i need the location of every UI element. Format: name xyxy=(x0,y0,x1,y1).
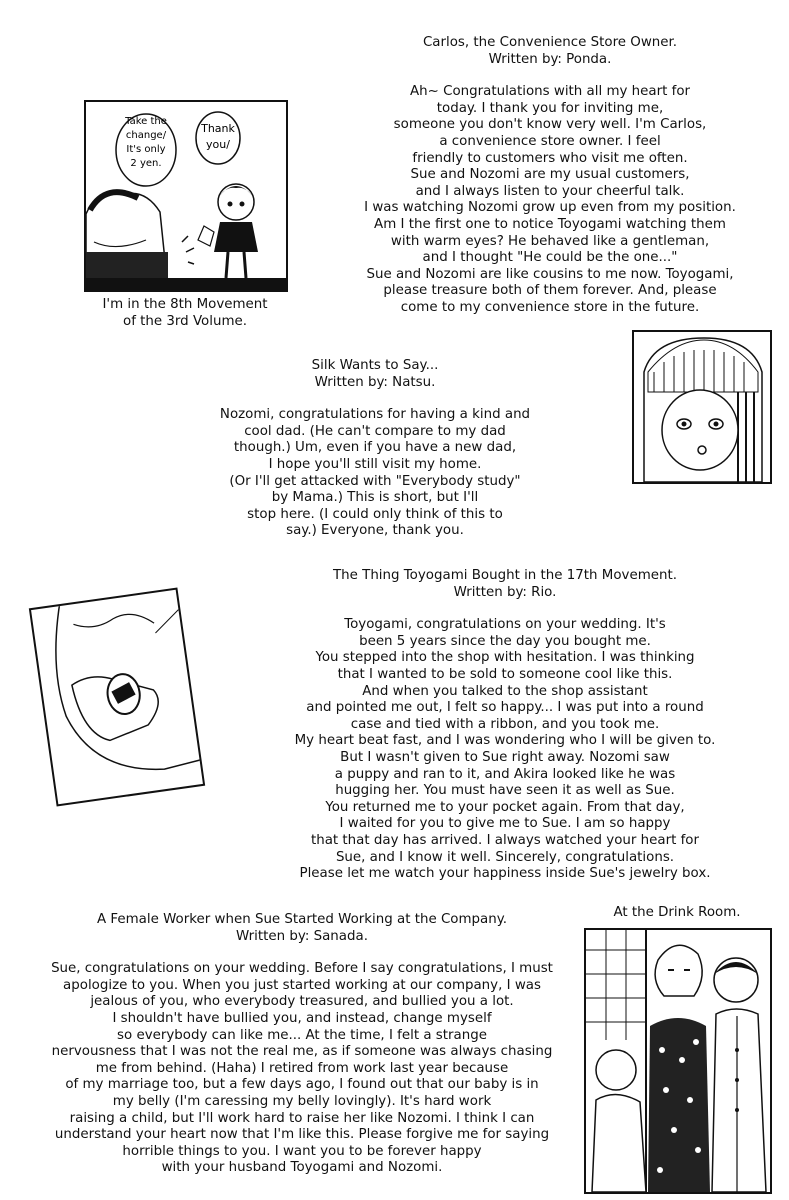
drink-room-caption: At the Drink Room. xyxy=(613,905,741,920)
bubble-change-line-3: It's only xyxy=(126,144,166,155)
bubble-change-line-2: change/ xyxy=(125,130,167,141)
bubble-thanks-line-1: Thank xyxy=(201,122,235,135)
section-ring xyxy=(250,568,760,883)
ring-in-hand-illustration xyxy=(29,588,205,807)
section-author: Written by: Sanada. xyxy=(236,928,368,944)
section-title: Silk Wants to Say... xyxy=(311,358,439,373)
bubble-change-line-1: Take the xyxy=(125,116,167,127)
store-panel-caption: I'm in the 8th Movement of the 3rd Volume. xyxy=(102,297,268,329)
section-title: A Female Worker when Sue Started Working at the Company. xyxy=(97,912,507,927)
section-body: Toyogami, congratulations on your wedding. It's been 5 years since the day you bought me. You stepped into the shop with hesitation. I was thinking that I wanted to be sold to someone cool like this. And when you talked to the shop assistant and pointed me out, I felt so happy... I was put into a round case and tied with a ribbon, and you took me. My heart beat fast, and I was wondering who I will be given to. But I wasn't given to Sue right away. Nozomi saw a puppy and ran to it, and Akira looked like he was hugging her. You must have seen it as well as Sue. You returned me to your pocket again. From that day, I waited for you to give me to Sue. I am so happy that that day has arrived. I always watched your heart for Sue, and I know it well. Sincerely, congratulations. Please let me watch your happiness inside Sue's jewelry box. xyxy=(294,617,716,882)
section-female-worker xyxy=(18,912,586,1177)
section-body: Sue, congratulations on your wedding. Before I say congratulations, I must apologize to you. When you just started working at our company, I was jealous of you, who everybody treasured, and bullied you a lot. I shouldn't have bullied you, and instead, change myself so everybody can like me... At the time, I felt a strange nervousness that I was not the real me, as if someone was always chasing me from behind. (Haha) I retired from work last year because of my marriage too, but a few days ago, I found out that our baby is in my belly (I'm caressing my belly lovingly). It's hard work raising a child, but I'll work hard to raise her like Nozomi. I think I can understand your heart now that I'm like this. Please forgive me for saying horrible things to you. I want you to be forever happy with your husband Toyogami and Nozomi. xyxy=(51,961,553,1176)
bubble-change-line-4: 2 yen. xyxy=(130,158,162,169)
section-author: Written by: Natsu. xyxy=(314,374,436,390)
section-title: The Thing Toyogami Bought in the 17th Movement. xyxy=(332,568,677,583)
section-author: Written by: Rio. xyxy=(453,584,557,600)
store-owner-panel-illustration xyxy=(84,100,288,292)
section-title: Carlos, the Convenience Store Owner. xyxy=(422,35,678,50)
bubble-thanks-line-2: you/ xyxy=(206,138,230,151)
section-body: Nozomi, congratulations for having a kind and cool dad. (He can't compare to my dad though.) Um, even if you have a new dad, I hope you'll still visit my home. (Or I'll get attacked with "Everybody study" by Mama.) This is short, but I'll stop here. (I could only think of this to say.) Everyone, thank you. xyxy=(219,407,531,539)
section-author: Written by: Ponda. xyxy=(488,51,612,67)
section-silk xyxy=(200,358,550,540)
silk-portrait-illustration xyxy=(632,330,772,484)
section-carlos xyxy=(330,35,770,317)
drink-room-illustration xyxy=(584,928,772,1194)
section-body: Ah~ Congratulations with all my heart for today. I thank you for inviting me, someone you don't know very well. I'm Carlos, a convenience store owner. I feel friendly to customers who visit me often. Sue and Nozomi are my usual customers, and I always listen to your cheerful talk. I was watching Nozomi grow up even from my position. Am I the first one to notice Toyogami watching them with warm eyes? He behaved like a gentleman, and I thought "He could be the one..." Sue and Nozomi are like cousins to me now. Toyogami, please treasure both of them forever. And, please come to my convenience store in the future. xyxy=(364,84,736,315)
